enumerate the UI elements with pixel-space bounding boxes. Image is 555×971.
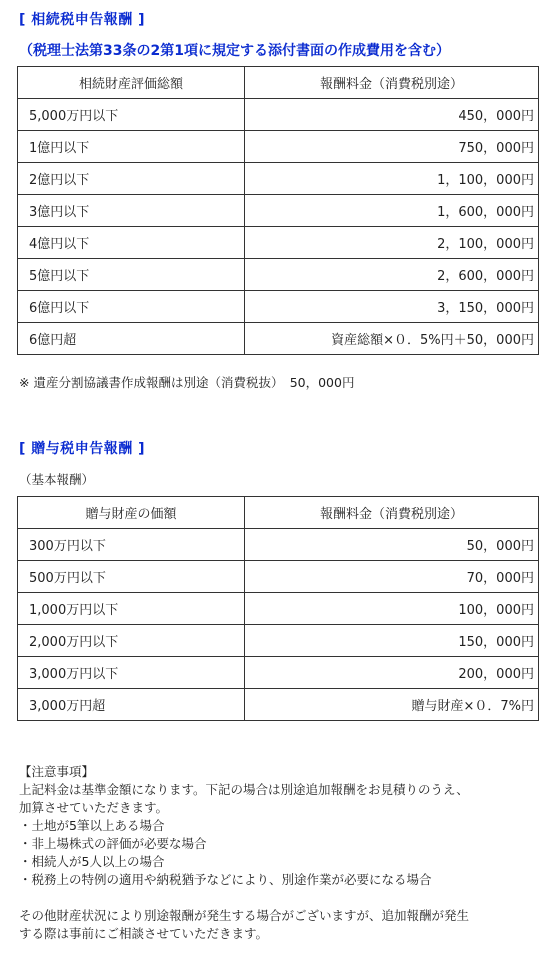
column-header: 相続財産評価総額 — [18, 67, 245, 99]
asset-range-cell: 5億円以下 — [18, 259, 245, 291]
notes-list-item: ・相続人が5人以上の場合 — [19, 854, 165, 869]
table-header-row — [18, 497, 539, 529]
gift-range-cell: 1,000万円以下 — [18, 593, 245, 625]
gift-range-cell: 2,000万円以下 — [18, 625, 245, 657]
column-header: 贈与財産の価額 — [18, 497, 245, 529]
notes-list-item: ・非上場株式の評価が必要な場合 — [19, 836, 207, 851]
gift-fee-table — [17, 496, 539, 721]
spacer — [19, 889, 539, 907]
notes-title: 【注意事項】 — [19, 764, 95, 779]
asset-range-cell: 4億円以下 — [18, 227, 245, 259]
fee-cell: 2，600，000円 — [245, 259, 539, 291]
fee-cell: 2，100，000円 — [245, 227, 539, 259]
table-row — [18, 163, 539, 195]
table-row — [18, 593, 539, 625]
gift-range-cell: 3,000万円以下 — [18, 657, 245, 689]
fee-cell: 200，000円 — [245, 657, 539, 689]
notes-list-item: ・土地が5筆以上ある場合 — [19, 818, 165, 833]
fee-cell: 3，150，000円 — [245, 291, 539, 323]
table-row — [18, 529, 539, 561]
table-row — [18, 259, 539, 291]
fee-cell: 贈与財産×０．7%円 — [245, 689, 539, 721]
gift-range-cell: 500万円以下 — [18, 561, 245, 593]
table-row — [18, 227, 539, 259]
notes-footer-line: その他財産状況により別途報酬が発生する場合がございますが、追加報酬が発生 — [19, 908, 470, 923]
table-row — [18, 291, 539, 323]
fee-cell: 750，000円 — [245, 131, 539, 163]
asset-range-cell: 6億円以下 — [18, 291, 245, 323]
gift-heading: [ 贈与税申告報酬 ] — [19, 441, 146, 457]
fee-cell: 70，000円 — [245, 561, 539, 593]
column-header: 報酬料金（消費税別途） — [245, 67, 539, 99]
table-row — [18, 657, 539, 689]
table-row — [18, 195, 539, 227]
notes-line: 上記料金は基準金額になります。下記の場合は別途追加報酬をお見積りのうえ、 — [19, 782, 469, 797]
table-row — [18, 625, 539, 657]
table-row — [18, 99, 539, 131]
table-row — [18, 561, 539, 593]
fee-cell: 450，000円 — [245, 99, 539, 131]
notes-list-item: ・税務上の特例の適用や納税猶予などにより、別途作業が必要になる場合 — [19, 872, 432, 887]
table-row — [18, 323, 539, 355]
inheritance-fee-table — [17, 66, 539, 355]
notes-line: 加算させていただきます。 — [19, 800, 169, 815]
fee-cell: 150，000円 — [245, 625, 539, 657]
inheritance-subheading: （税理士法第33条の2第1項に規定する添付書面の作成費用を含む） — [19, 43, 450, 59]
notes-section — [19, 763, 539, 943]
asset-range-cell: 2億円以下 — [18, 163, 245, 195]
notes-footer-line: する際は事前にご相談させていただきます。 — [19, 926, 269, 941]
fee-cell: 100，000円 — [245, 593, 539, 625]
table-row — [18, 689, 539, 721]
asset-range-cell: 3億円以下 — [18, 195, 245, 227]
gift-subheading: （基本報酬） — [19, 472, 95, 487]
gift-range-cell: 300万円以下 — [18, 529, 245, 561]
fee-cell: 資産総額×０．5%円＋50，000円 — [245, 323, 539, 355]
gift-range-cell: 3,000万円超 — [18, 689, 245, 721]
asset-range-cell: 5,000万円以下 — [18, 99, 245, 131]
column-header: 報酬料金（消費税別途） — [245, 497, 539, 529]
division-agreement-note: ※ 遺産分割協議書作成報酬は別途（消費税抜） 50，000円 — [19, 375, 355, 390]
fee-cell: 1，600，000円 — [245, 195, 539, 227]
fee-cell: 1，100，000円 — [245, 163, 539, 195]
fee-cell: 50，000円 — [245, 529, 539, 561]
asset-range-cell: 6億円超 — [18, 323, 245, 355]
table-row — [18, 131, 539, 163]
table-header-row — [18, 67, 539, 99]
inheritance-heading: [ 相続税申告報酬 ] — [19, 12, 146, 28]
asset-range-cell: 1億円以下 — [18, 131, 245, 163]
